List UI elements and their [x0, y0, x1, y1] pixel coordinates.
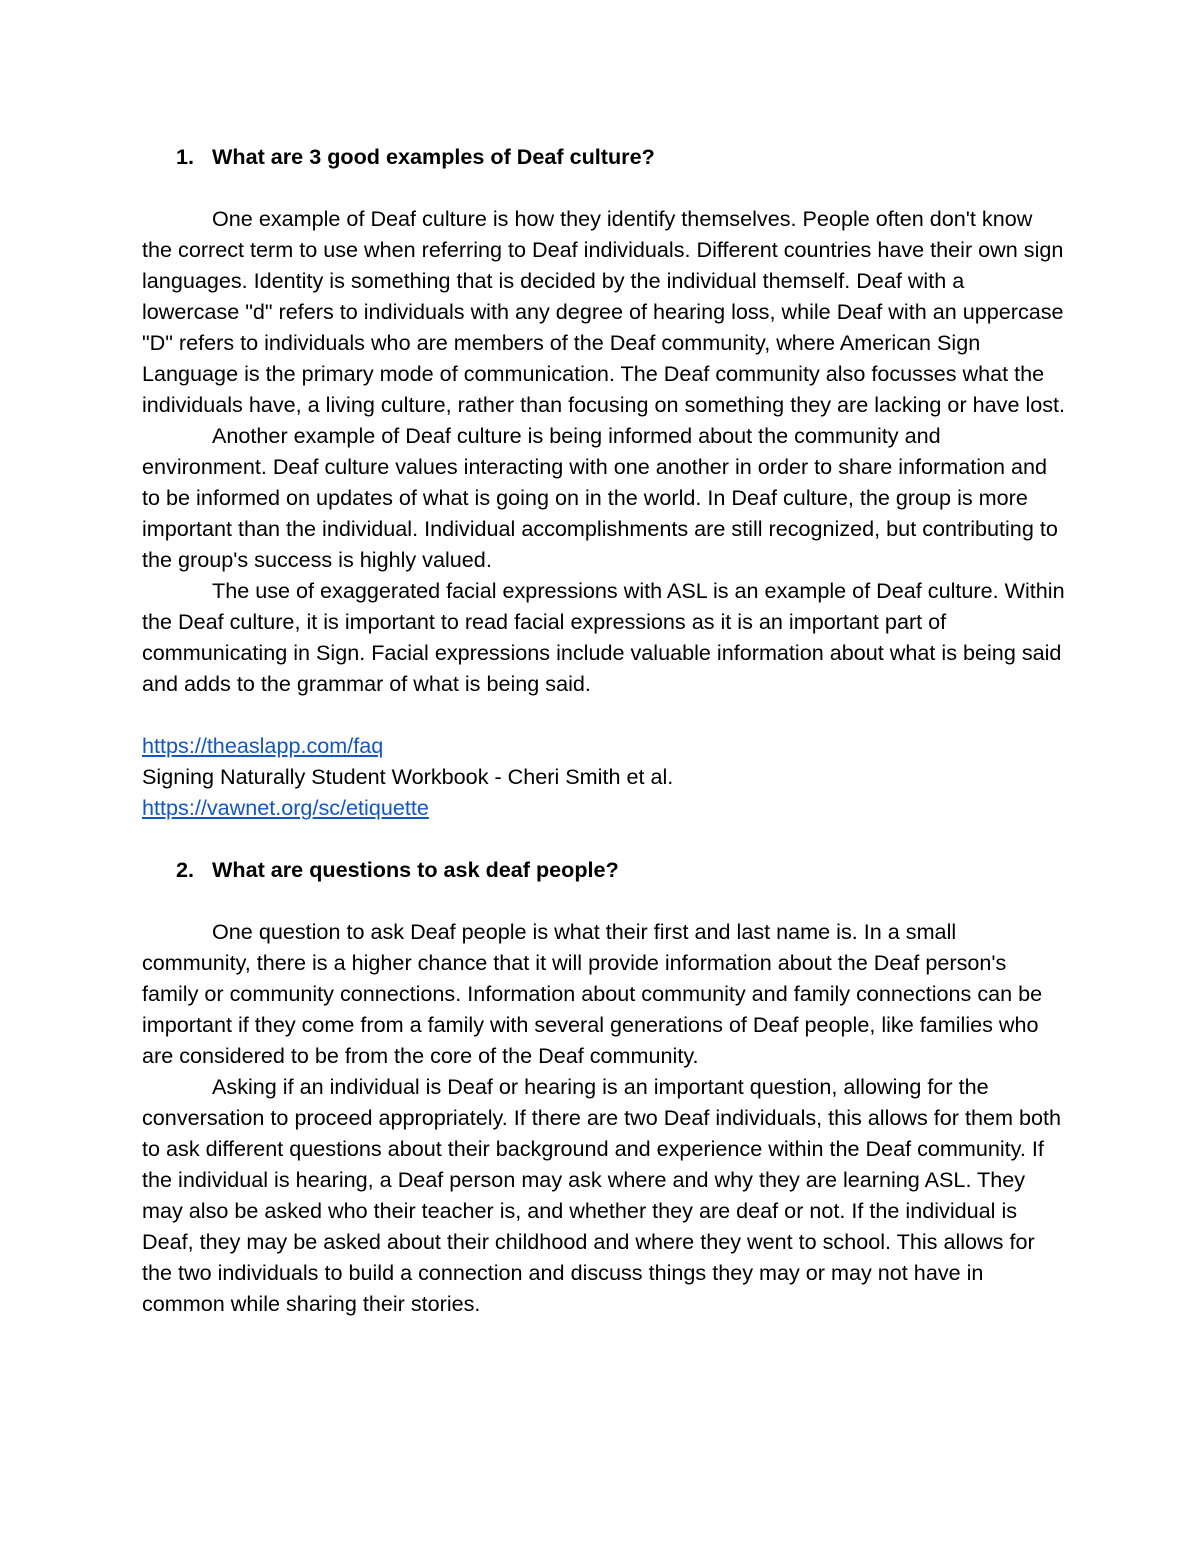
- answer-2-paragraph-1: One question to ask Deaf people is what their first and last name is. In a small community, there is a higher chance that it will provide information about the Deaf person's family or community connections. Information about community and family connections can be important if they come from a family with several generations of Deaf people, like families who are considered to be from the core of the Deaf community.: [142, 919, 1043, 1068]
- spacer: [142, 885, 1067, 916]
- answer-1-paragraph-3: The use of exaggerated facial expressions with ASL is an example of Deaf culture. Within the Deaf culture, it is important to read facial expressions as it is an important part of communicating in Sign. Facial expressions include valuable information about what is being said and adds to the grammar of what is being said.: [142, 578, 1065, 696]
- spacer: [142, 699, 1067, 730]
- source-link-vawnet-row: [142, 792, 1067, 823]
- spacer: [142, 823, 1067, 854]
- question-2-heading: [142, 854, 1067, 885]
- answer-1-paragraph-2: Another example of Deaf culture is being informed about the community and environment. Deaf culture values interacting with one another in order to share information and to be informed on updates of what is going on in the world. In Deaf culture, the group is more important than the individual. Individual accomplishments are still recognized, but contributing to the group's success is highly valued.: [142, 423, 1058, 572]
- question-2-text: What are questions to ask deaf people?: [212, 857, 619, 882]
- question-1-heading: [142, 141, 1067, 172]
- source-link-theaslapp-row: [142, 730, 1067, 761]
- source-link-theaslapp[interactable]: https://theaslapp.com/faq: [142, 733, 384, 758]
- question-1-number: 1.: [176, 144, 195, 169]
- source-link-vawnet[interactable]: https://vawnet.org/sc/etiquette: [142, 795, 429, 820]
- document-body: [142, 141, 1067, 1319]
- answer-1-paragraph-1: One example of Deaf culture is how they identify themselves. People often don't know the correct term to use when referring to Deaf individuals. Different countries have their own sign languages. Identity is something that is decided by the individual themself. Deaf with a lowercase "d" refers to individuals with any degree of hearing loss, while Deaf with an uppercase "D" refers to individuals who are members of the Deaf community, where American Sign Language is the primary mode of communication. The Deaf community also focusses what the individuals have, a living culture, rather than focusing on something they are lacking or have lost.: [142, 206, 1066, 417]
- answer-2-paragraph-2: Asking if an individual is Deaf or hearing is an important question, allowing for the conversation to proceed appropriately. If there are two Deaf individuals, this allows for them both to ask different questions about their background and experience within the Deaf community. If the individual is hearing, a Deaf person may ask where and why they are learning ASL. They may also be asked who their teacher is, and whether they are deaf or not. If the individual is Deaf, they may be asked about their childhood and where they went to school. This allows for the two individuals to build a connection and discuss things they may or may not have in common while sharing their stories.: [142, 1074, 1062, 1316]
- source-book-signing-naturally: Signing Naturally Student Workbook - Cheri Smith et al.: [142, 764, 674, 789]
- question-1-text: What are 3 good examples of Deaf culture?: [212, 144, 655, 169]
- question-2-number: 2.: [176, 857, 195, 882]
- spacer: [142, 172, 1067, 203]
